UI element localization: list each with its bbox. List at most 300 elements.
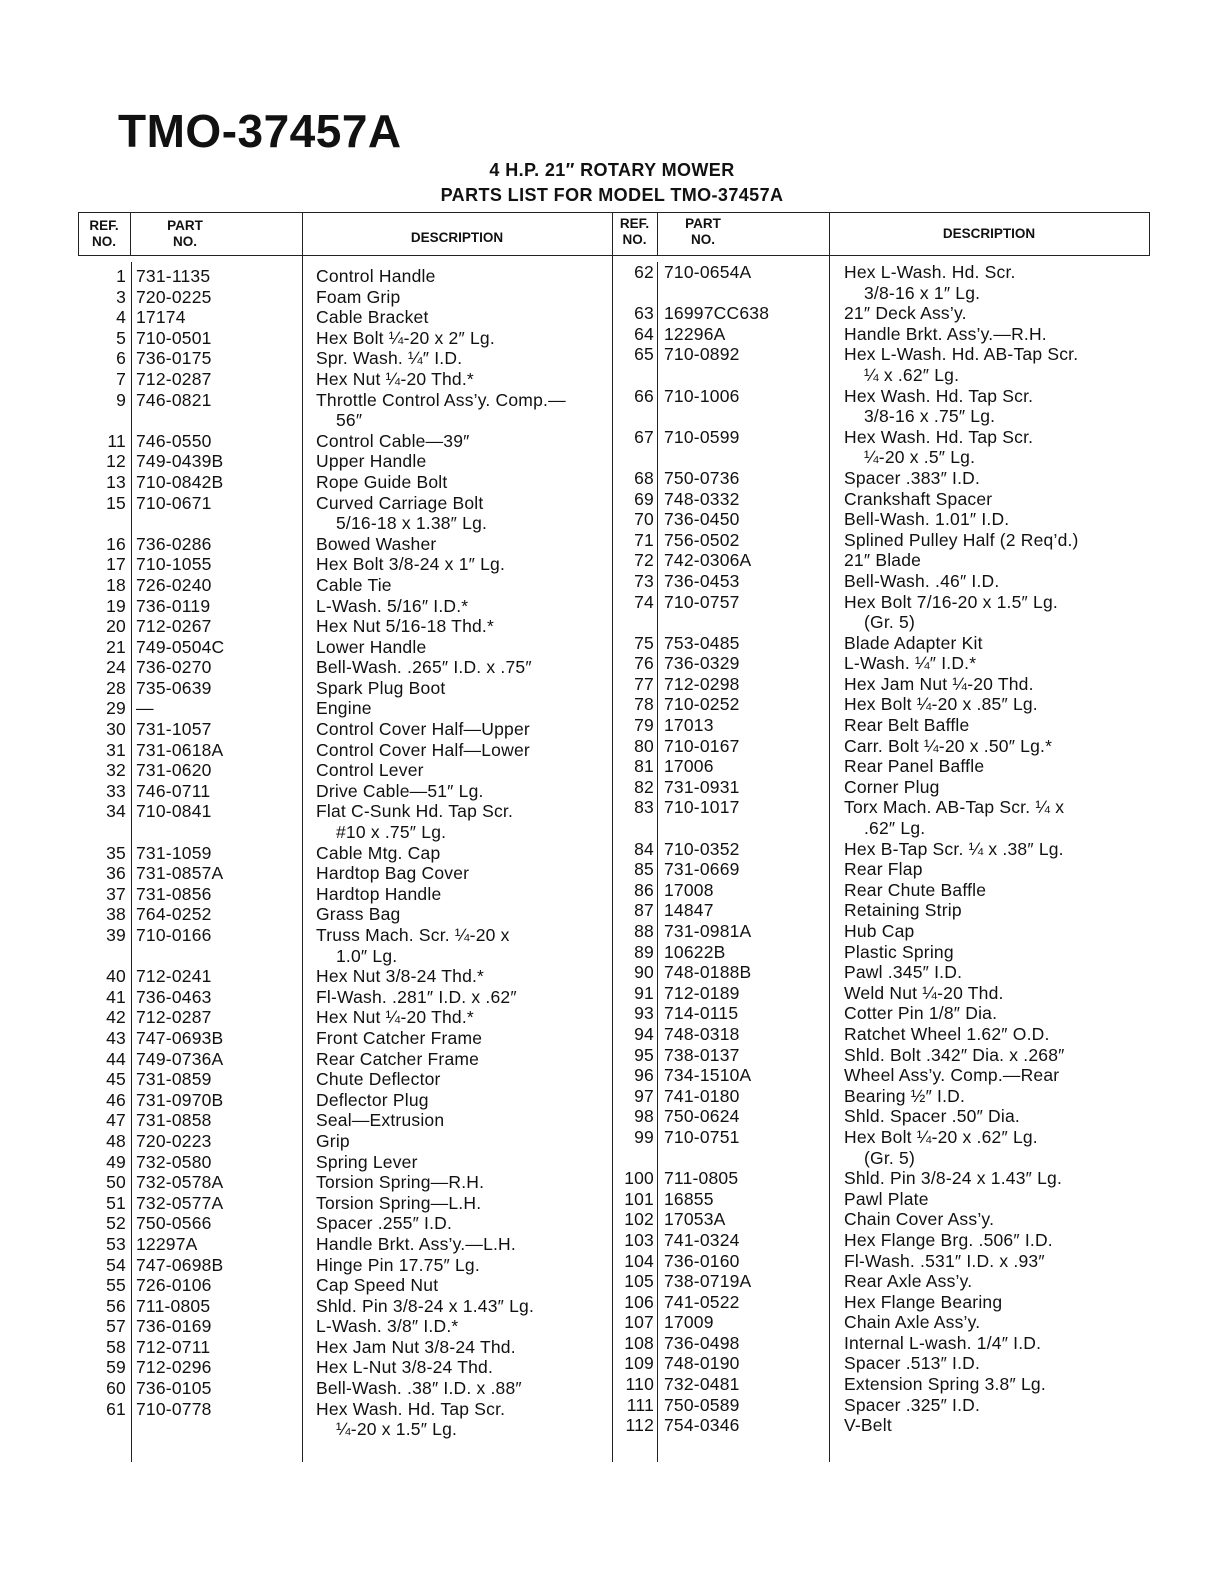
left-row-ref-no: 15 — [106, 492, 126, 513]
left-row-ref-no: 24 — [106, 657, 126, 678]
right-row-ref-no: 65 — [634, 344, 654, 365]
right-row-description: Hex Bolt ¼-20 x .62″ Lg. — [844, 1126, 1038, 1147]
left-row-description: Cable Bracket — [316, 307, 429, 328]
right-row-part-no: 750-0736 — [664, 467, 740, 488]
right-row-part-no: 10622B — [664, 941, 726, 962]
left-row-ref-no: 42 — [106, 1007, 126, 1028]
left-row-part-no: 726-0106 — [136, 1275, 212, 1296]
left-row-description: Handle Brkt. Ass’y.—L.H. — [316, 1233, 516, 1254]
left-row-ref-no: 56 — [106, 1295, 126, 1316]
left-row-ref-no: 48 — [106, 1130, 126, 1151]
right-row-part-no: 738-0137 — [664, 1044, 740, 1065]
right-row-description: 3/8-16 x .75″ Lg. — [864, 406, 996, 427]
right-row-description: Carr. Bolt ¼-20 x .50″ Lg.* — [844, 735, 1053, 756]
left-row-part-no: 17174 — [136, 307, 186, 328]
right-row-part-no — [664, 406, 824, 427]
right-row-ref-no: 95 — [634, 1044, 654, 1065]
left-row-description: Spr. Wash. ¼″ I.D. — [316, 348, 463, 369]
right-row-ref-no — [614, 406, 654, 427]
right-row-part-no: 748-0188B — [664, 962, 752, 983]
left-row-description: L-Wash. 3/8″ I.D.* — [316, 1316, 459, 1337]
right-row-part-no: 17053A — [664, 1209, 726, 1230]
right-row-ref-no: 89 — [634, 941, 654, 962]
rule-left-part — [302, 212, 303, 1462]
right-row-description: V-Belt — [844, 1415, 892, 1436]
left-row-description: Hex Nut 3/8-24 Thd.* — [316, 966, 485, 987]
right-row-ref-no: 112 — [625, 1415, 654, 1436]
left-row-part-no: 746-0821 — [136, 389, 212, 410]
right-row-description: Hex L-Wash. Hd. AB-Tap Scr. — [844, 344, 1079, 365]
right-row-ref-no: 62 — [634, 262, 654, 282]
left-row-part-no: 712-0296 — [136, 1357, 212, 1378]
left-row-ref-no: 52 — [106, 1213, 126, 1234]
right-row-ref-no: 106 — [624, 1291, 654, 1312]
right-row-ref-no: 111 — [626, 1394, 654, 1415]
left-row-description: 56″ — [336, 410, 363, 431]
subtitle-mower: 4 H.P. 21″ ROTARY MOWER — [489, 160, 735, 180]
left-row-description: Control Handle — [316, 266, 436, 286]
left-row-ref-no: 4 — [116, 307, 126, 328]
left-row-ref-no: 55 — [106, 1275, 126, 1296]
left-row-description: Bell-Wash. .265″ I.D. x .75″ — [316, 657, 532, 678]
right-row-description: Hex Jam Nut ¼-20 Thd. — [844, 673, 1034, 694]
left-row-part-no: 712-0267 — [136, 616, 212, 637]
right-row-part-no: 712-0189 — [664, 982, 740, 1003]
left-row-description: Hex Nut ¼-20 Thd.* — [316, 1007, 474, 1028]
left-row-description: Hex Nut 5/16-18 Thd.* — [316, 616, 495, 637]
right-row-description: Hex Bolt 7/16-20 x 1.5″ Lg. — [844, 591, 1058, 612]
left-row-ref-no: 51 — [106, 1192, 126, 1213]
left-row-description: Rear Catcher Frame — [316, 1048, 480, 1069]
right-row-ref-no: 70 — [634, 509, 654, 530]
left-row-ref-no: 59 — [106, 1357, 126, 1378]
rule-mid — [612, 212, 613, 1462]
left-row-ref-no: 29 — [106, 698, 126, 719]
left-row-part-no: 736-0119 — [136, 595, 211, 616]
left-row-description: Fl-Wash. .281″ I.D. x .62″ — [316, 986, 517, 1007]
left-row-description: Hardtop Handle — [316, 883, 442, 904]
left-row-ref-no: 20 — [106, 616, 126, 637]
right-row-description: Rear Chute Baffle — [844, 879, 987, 900]
left-row-ref-no: 16 — [106, 533, 126, 554]
left-row-part-no: 712-0287 — [136, 1007, 212, 1028]
left-row-ref-no: 32 — [106, 760, 126, 781]
header-description-left: DESCRIPTION — [410, 230, 504, 245]
right-row-part-no: 738-0719A — [664, 1271, 752, 1292]
left-row-part-no: 712-0287 — [136, 368, 212, 389]
left-row-part-no: 710-0841 — [136, 801, 212, 822]
left-row-description: Flat C-Sunk Hd. Tap Scr. — [316, 801, 514, 822]
right-row-part-no: 712-0298 — [664, 673, 740, 694]
right-row-part-no: 732-0481 — [664, 1374, 740, 1395]
left-row-part-no: 731-1135 — [136, 266, 211, 286]
right-row-part-no — [664, 283, 824, 304]
left-row-part-no: 731-1057 — [136, 719, 212, 740]
right-row-ref-no: 97 — [634, 1085, 654, 1106]
left-part-column — [136, 266, 296, 1440]
right-row-part-no: 14847 — [664, 900, 714, 921]
left-row-ref-no: 49 — [106, 1151, 126, 1172]
right-row-description: L-Wash. ¼″ I.D.* — [844, 653, 977, 674]
left-row-description: Rope Guide Bolt — [316, 471, 448, 492]
rule-right-ref — [657, 212, 658, 256]
right-row-ref-no: 88 — [634, 921, 654, 941]
left-row-description: ¼-20 x 1.5″ Lg. — [336, 1419, 458, 1440]
right-row-part-no: 736-0450 — [664, 509, 740, 530]
right-row-ref-no: 110 — [625, 1374, 654, 1395]
left-row-description: Hex Nut ¼-20 Thd.* — [316, 368, 474, 389]
right-row-ref-no: 76 — [634, 653, 654, 674]
right-row-description: 3/8-16 x 1″ Lg. — [864, 282, 981, 303]
right-row-ref-no: 94 — [634, 1023, 654, 1044]
left-row-description: 5/16-18 x 1.38″ Lg. — [336, 513, 488, 534]
left-row-part-no: 720-0223 — [136, 1130, 212, 1151]
right-row-part-no — [664, 818, 824, 839]
right-row-ref-no — [614, 283, 654, 304]
right-row-ref-no: 82 — [634, 776, 654, 797]
left-row-part-no: 731-0970B — [136, 1089, 224, 1110]
left-row-ref-no: 38 — [106, 904, 126, 925]
right-row-part-no: 710-1017 — [664, 797, 740, 818]
right-row-ref-no: 83 — [634, 797, 654, 818]
left-row-description: Engine — [316, 698, 372, 719]
left-row-part-no: 749-0736A — [136, 1048, 224, 1069]
right-row-part-no: 741-0180 — [664, 1085, 740, 1106]
left-row-part-no: 749-0504C — [136, 636, 225, 657]
right-row-description: Bell-Wash. 1.01″ I.D. — [844, 509, 1010, 530]
left-row-part-no: 731-0859 — [136, 1069, 212, 1090]
right-row-ref-no: 74 — [634, 591, 654, 612]
right-row-part-no: 736-0329 — [664, 653, 740, 674]
left-row-description: Upper Handle — [316, 451, 427, 472]
right-row-part-no: 748-0332 — [664, 488, 740, 509]
left-row-ref-no: 58 — [106, 1336, 126, 1357]
header-ref-right: REF. NO. — [619, 216, 650, 247]
left-row-part-no — [136, 410, 296, 431]
left-row-description: Curved Carriage Bolt — [316, 492, 484, 513]
right-row-description: Corner Plug — [844, 776, 940, 797]
left-row-ref-no: 54 — [106, 1254, 126, 1275]
rule-ref-column-left — [131, 262, 132, 1462]
right-row-description: Internal L-wash. 1/4″ I.D. — [844, 1332, 1042, 1353]
left-row-part-no: 726-0240 — [136, 574, 212, 595]
right-row-description: Pawl .345″ I.D. — [844, 962, 963, 983]
right-row-ref-no: 72 — [634, 550, 654, 571]
left-row-ref-no: 9 — [116, 389, 126, 410]
left-row-part-no: 746-0711 — [136, 780, 211, 801]
right-row-part-no — [664, 447, 824, 468]
left-row-part-no: 731-0856 — [136, 883, 212, 904]
right-row-description: Hex L-Wash. Hd. Scr. — [844, 262, 1016, 282]
left-row-part-no: 736-0169 — [136, 1316, 212, 1337]
left-row-part-no: 712-0711 — [136, 1336, 211, 1357]
right-row-part-no: 17006 — [664, 756, 714, 777]
left-row-part-no — [136, 822, 296, 843]
left-row-ref-no: 17 — [106, 554, 126, 575]
left-row-description: Bowed Washer — [316, 533, 437, 554]
header-part-left: PART NO. — [167, 218, 203, 249]
right-row-description: Retaining Strip — [844, 900, 962, 921]
left-row-ref-no: 39 — [106, 925, 126, 945]
left-row-ref-no: 6 — [116, 348, 126, 369]
rule-ref-column-right — [657, 262, 658, 1462]
left-row-ref-no: 19 — [106, 595, 126, 616]
left-row-part-no: 732-0577A — [136, 1192, 224, 1213]
right-row-part-no: 710-0167 — [664, 735, 740, 756]
left-row-part-no: 746-0550 — [136, 430, 212, 451]
left-row-description: #10 x .75″ Lg. — [336, 822, 447, 843]
right-row-ref-no: 91 — [634, 982, 654, 1003]
right-row-part-no: 750-0589 — [664, 1394, 740, 1415]
left-row-ref-no: 57 — [106, 1316, 126, 1337]
left-row-ref-no: 28 — [106, 677, 126, 698]
right-row-part-no: 741-0522 — [664, 1291, 740, 1312]
left-row-ref-no: 7 — [116, 368, 126, 389]
right-row-description: Hex B-Tap Scr. ¼ x .38″ Lg. — [844, 838, 1064, 859]
right-row-part-no: 734-1510A — [664, 1065, 752, 1086]
right-row-part-no: 710-0252 — [664, 694, 740, 715]
right-row-part-no: 17013 — [664, 715, 714, 736]
left-row-description: 1.0″ Lg. — [336, 945, 398, 966]
right-row-ref-no: 73 — [634, 570, 654, 591]
left-row-description: Drive Cable—51″ Lg. — [316, 780, 484, 801]
left-row-part-no: 710-0778 — [136, 1398, 212, 1419]
right-row-description: Wheel Ass’y. Comp.—Rear — [844, 1065, 1060, 1086]
right-row-part-no — [664, 1148, 824, 1169]
left-row-description: Hex Bolt 3/8-24 x 1″ Lg. — [316, 554, 506, 575]
right-row-part-no: 710-1006 — [664, 385, 740, 406]
left-row-ref-no: 50 — [106, 1172, 126, 1193]
left-row-part-no: 710-0501 — [136, 327, 212, 348]
right-row-ref-no: 101 — [624, 1188, 654, 1209]
right-row-ref-no: 63 — [634, 303, 654, 324]
left-row-description: Control Cable—39″ — [316, 430, 470, 451]
left-row-ref-no: 44 — [106, 1048, 126, 1069]
right-row-ref-no: 103 — [624, 1229, 654, 1250]
left-row-part-no: 710-1055 — [136, 554, 212, 575]
right-row-description: Fl-Wash. .531″ I.D. x .93″ — [844, 1250, 1045, 1271]
left-row-ref-no: 41 — [106, 986, 126, 1007]
right-row-ref-no — [614, 1148, 654, 1169]
left-row-description: Cap Speed Nut — [316, 1275, 439, 1296]
right-row-description: Hub Cap — [844, 921, 915, 941]
right-row-description: Chain Cover Ass’y. — [844, 1209, 995, 1230]
left-row-ref-no: 5 — [116, 327, 126, 348]
right-row-description: Ratchet Wheel 1.62″ O.D. — [844, 1023, 1050, 1044]
left-row-description: Control Lever — [316, 760, 424, 781]
right-row-description: Bell-Wash. .46″ I.D. — [844, 570, 1000, 591]
right-row-part-no: 736-0498 — [664, 1332, 740, 1353]
header-ref-left: REF. NO. — [89, 218, 119, 249]
right-row-ref-no — [614, 365, 654, 386]
left-row-description: Truss Mach. Scr. ¼-20 x — [316, 925, 510, 945]
left-row-ref-no: 21 — [106, 636, 126, 657]
left-row-ref-no: 60 — [106, 1378, 126, 1399]
right-row-part-no: 750-0624 — [664, 1106, 740, 1127]
left-row-description: Control Cover Half—Upper — [316, 719, 530, 740]
right-row-description: Rear Belt Baffle — [844, 715, 970, 736]
right-row-ref-no: 69 — [634, 488, 654, 509]
header-part-right: PART NO. — [685, 216, 721, 247]
left-ref-column — [82, 266, 126, 1440]
left-row-description: Grass Bag — [316, 904, 401, 925]
right-row-description: Shld. Pin 3/8-24 x 1.43″ Lg. — [844, 1168, 1063, 1189]
left-row-ref-no: 47 — [106, 1110, 126, 1131]
right-row-description: Handle Brkt. Ass’y.—R.H. — [844, 323, 1047, 344]
left-row-part-no: 736-0105 — [136, 1378, 212, 1399]
left-row-description: Shld. Pin 3/8-24 x 1.43″ Lg. — [316, 1295, 535, 1316]
right-row-description: Hex Wash. Hd. Tap Scr. — [844, 426, 1034, 447]
left-row-ref-no: 13 — [106, 471, 126, 492]
right-row-ref-no: 102 — [624, 1209, 654, 1230]
right-row-description: Rear Flap — [844, 859, 923, 880]
right-row-description: ¼-20 x .5″ Lg. — [864, 447, 976, 468]
right-row-description: Chain Axle Ass’y. — [844, 1312, 981, 1333]
right-row-description: Bearing ½″ I.D. — [844, 1085, 966, 1106]
left-row-part-no — [136, 946, 296, 967]
left-row-description: Hex Jam Nut 3/8-24 Thd. — [316, 1336, 516, 1357]
right-row-part-no: 741-0324 — [664, 1229, 740, 1250]
left-row-description: Cable Mtg. Cap — [316, 842, 441, 863]
left-row-description: L-Wash. 5/16″ I.D.* — [316, 595, 469, 616]
right-row-description: Crankshaft Spacer — [844, 488, 993, 509]
left-row-ref-no — [82, 513, 126, 534]
left-row-ref-no — [82, 946, 126, 967]
right-row-ref-no: 107 — [624, 1312, 654, 1333]
right-row-ref-no: 104 — [624, 1250, 654, 1271]
left-row-description: Seal—Extrusion — [316, 1110, 445, 1131]
right-row-ref-no: 79 — [634, 715, 654, 736]
right-row-ref-no: 86 — [634, 879, 654, 900]
right-row-part-no: 16855 — [664, 1188, 714, 1209]
header-description-right: DESCRIPTION — [942, 226, 1036, 241]
right-row-description: Hex Flange Brg. .506″ I.D. — [844, 1229, 1053, 1250]
left-row-ref-no: 45 — [106, 1069, 126, 1090]
left-row-description: Front Catcher Frame — [316, 1027, 483, 1048]
right-row-description: Torx Mach. AB-Tap Scr. ¼ x — [844, 797, 1065, 818]
left-row-part-no: 710-0166 — [136, 925, 212, 945]
right-row-ref-no: 90 — [634, 962, 654, 983]
left-row-description: Spring Lever — [316, 1151, 418, 1172]
right-row-ref-no: 98 — [634, 1106, 654, 1127]
left-row-description: Torsion Spring—R.H. — [316, 1172, 485, 1193]
right-row-description: 21″ Deck Ass’y. — [844, 303, 967, 324]
right-row-part-no: 753-0485 — [664, 632, 740, 653]
right-row-ref-no — [614, 447, 654, 468]
right-row-ref-no: 80 — [634, 735, 654, 756]
left-row-description: Grip — [316, 1130, 350, 1151]
left-row-ref-no: 35 — [106, 842, 126, 863]
right-row-description: Weld Nut ¼-20 Thd. — [844, 982, 1004, 1003]
right-ref-column — [614, 262, 654, 1436]
left-row-ref-no: 11 — [107, 430, 126, 451]
left-description-column — [316, 266, 608, 1440]
left-row-part-no: 731-0618A — [136, 739, 224, 760]
left-row-ref-no: 61 — [106, 1398, 126, 1419]
left-row-description: Hinge Pin 17.75″ Lg. — [316, 1254, 480, 1275]
left-row-part-no: — — [136, 698, 154, 719]
right-row-part-no: 736-0160 — [664, 1250, 740, 1271]
left-row-ref-no: 31 — [106, 739, 126, 760]
left-row-part-no: 735-0639 — [136, 677, 212, 698]
left-row-ref-no: 18 — [106, 574, 126, 595]
rule-right-part — [829, 212, 830, 1462]
right-row-description: Spacer .325″ I.D. — [844, 1394, 981, 1415]
right-row-part-no: 17009 — [664, 1312, 714, 1333]
right-row-ref-no: 96 — [634, 1065, 654, 1086]
left-row-part-no: 732-0578A — [136, 1172, 224, 1193]
right-row-description: Pawl Plate — [844, 1188, 929, 1209]
left-row-ref-no: 46 — [106, 1089, 126, 1110]
right-row-description: 21″ Blade — [844, 550, 922, 571]
right-row-description: Shld. Bolt .342″ Dia. x .268″ — [844, 1044, 1065, 1065]
right-row-description: Hex Bolt ¼-20 x .85″ Lg. — [844, 694, 1038, 715]
right-row-part-no: 711-0805 — [664, 1168, 739, 1189]
right-row-ref-no: 77 — [634, 673, 654, 694]
left-row-part-no: 711-0805 — [136, 1295, 211, 1316]
right-row-ref-no: 108 — [624, 1332, 654, 1353]
right-row-part-no: 742-0306A — [664, 550, 752, 571]
rule-left-ref — [130, 212, 131, 256]
right-row-ref-no: 84 — [634, 838, 654, 859]
left-row-description: Spark Plug Boot — [316, 677, 446, 698]
left-row-description: Control Cover Half—Lower — [316, 739, 530, 760]
left-row-part-no — [136, 513, 296, 534]
left-row-ref-no — [82, 1419, 126, 1440]
right-row-ref-no: 81 — [634, 756, 654, 777]
right-row-part-no: 748-0318 — [664, 1023, 740, 1044]
left-row-ref-no: 34 — [106, 801, 126, 822]
left-row-description: Bell-Wash. .38″ I.D. x .88″ — [316, 1378, 522, 1399]
left-row-ref-no: 12 — [106, 451, 126, 472]
right-row-description: Blade Adapter Kit — [844, 632, 983, 653]
right-row-description: Rear Panel Baffle — [844, 756, 985, 777]
left-row-ref-no — [82, 410, 126, 431]
right-row-description: .62″ Lg. — [864, 818, 926, 839]
left-row-part-no: 736-0270 — [136, 657, 212, 678]
right-row-part-no: 710-0352 — [664, 838, 740, 859]
left-row-description: Spacer .255″ I.D. — [316, 1213, 453, 1234]
right-row-ref-no — [614, 818, 654, 839]
left-row-ref-no: 1 — [116, 266, 126, 286]
right-row-ref-no: 99 — [634, 1126, 654, 1147]
subtitle-parts-list: PARTS LIST FOR MODEL TMO-37457A — [440, 185, 784, 205]
left-row-part-no: 731-1059 — [136, 842, 212, 863]
right-row-part-no: 754-0346 — [664, 1415, 740, 1436]
right-row-part-no — [664, 612, 824, 633]
left-row-part-no: 731-0620 — [136, 760, 212, 781]
right-row-ref-no: 105 — [624, 1271, 654, 1292]
left-row-description: Hex L-Nut 3/8-24 Thd. — [316, 1357, 494, 1378]
left-row-ref-no: 36 — [106, 863, 126, 884]
right-row-part-no: 16997CC638 — [664, 303, 770, 324]
left-row-ref-no: 40 — [106, 966, 126, 987]
left-row-ref-no: 3 — [116, 286, 126, 307]
right-row-part-no: 714-0115 — [664, 1003, 739, 1024]
left-row-description: Hex Wash. Hd. Tap Scr. — [316, 1398, 506, 1419]
left-row-description: Hex Bolt ¼-20 x 2″ Lg. — [316, 327, 495, 348]
right-row-description: (Gr. 5) — [864, 1147, 915, 1168]
right-row-part-no: 710-0751 — [664, 1126, 740, 1147]
left-row-part-no: 736-0175 — [136, 348, 212, 369]
left-row-ref-no: 30 — [106, 719, 126, 740]
left-row-part-no: 750-0566 — [136, 1213, 212, 1234]
right-row-part-no: 756-0502 — [664, 529, 740, 550]
right-row-description: Hex Wash. Hd. Tap Scr. — [844, 385, 1034, 406]
left-row-ref-no: 33 — [106, 780, 126, 801]
left-row-part-no: 736-0463 — [136, 986, 212, 1007]
left-row-description: Chute Deflector — [316, 1069, 441, 1090]
